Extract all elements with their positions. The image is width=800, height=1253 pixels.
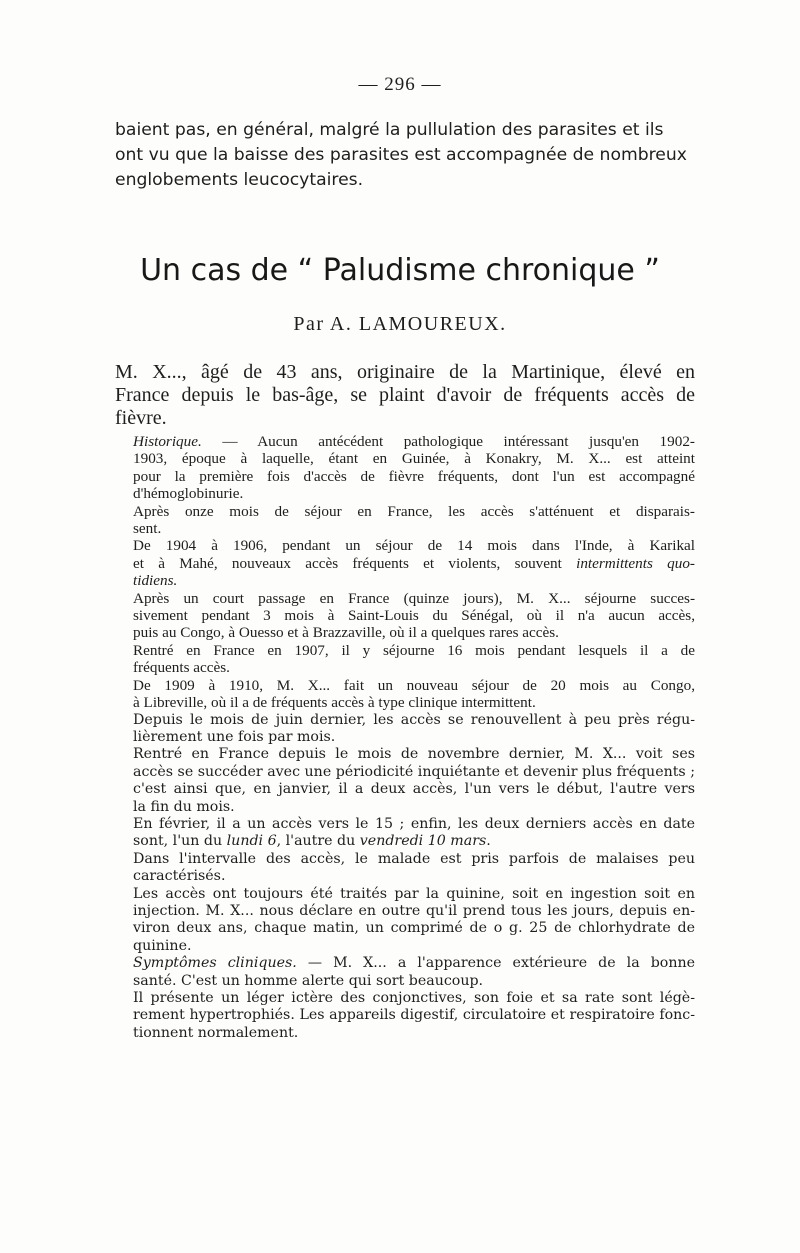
paragraph-line: sivement pendant 3 mois à Saint-Louis du Sénégal, où il n'a aucun accès, [133, 607, 695, 625]
paragraph-line: quinine. [133, 937, 192, 954]
paragraph-line: tidiens. [133, 572, 178, 590]
paragraph-line: injection. M. X... nous déclare en outre qu'il prend tous les jours, depuis en- [133, 902, 695, 919]
lead-line: fièvre. [115, 407, 167, 429]
page-number: — 296 — [358, 74, 442, 95]
article-author: Par A. LAMOUREUX. [293, 313, 507, 335]
paragraph-line: Dans l'intervalle des accès, le malade est pris parfois de malaises peu [133, 850, 695, 867]
paragraph-line: et à Mahé, nouveaux accès fréquents et violents, souvent intermittents quo- [133, 554, 695, 572]
paragraph-line: à Libreville, où il a de fréquents accès à type clinique intermittent. [133, 694, 536, 712]
paragraph-line: tionnent normalement. [133, 1024, 299, 1041]
paragraph-quinine [115, 886, 695, 956]
intro-paragraph [115, 118, 685, 193]
intro-line: ont vu que la baisse des parasites est accompagnée de nombreux [115, 145, 687, 165]
article-title: Un cas de “ Paludisme chronique ” [140, 253, 660, 288]
paragraph-juin [115, 712, 695, 747]
paragraph-line: sont, l'un du lundi 6, l'autre du vendredi 10 mars. [133, 833, 491, 850]
paragraph-1909 [115, 677, 695, 712]
paragraph-line: En février, il a un accès vers le 15 ; enfin, les deux derniers accès en date [133, 815, 695, 832]
paragraph-line: Symptômes cliniques. — M. X... a l'apparence extérieure de la bonne [133, 955, 695, 972]
paragraph-line: Historique. — Aucun antécédent pathologique intéressant jusqu'en 1902- [133, 433, 695, 450]
paragraph-line: caractérisés. [133, 868, 226, 885]
paragraph-line: Après un court passage en France (quinze jours), M. X... séjourne succes- [133, 589, 695, 607]
section-label-historique: Historique. [133, 433, 202, 450]
paragraph-line: pour la première fois d'accès de fièvre fréquents, dont l'un est accompagné [133, 467, 695, 485]
paragraph-intervalle [115, 851, 695, 886]
paragraph-line: De 1909 à 1910, M. X... fait un nouveau séjour de 20 mois au Congo, [133, 676, 695, 694]
paragraph-line: Rentré en France en 1907, il y séjourne 16 mois pendant lesquels il a de [133, 641, 695, 659]
lead-line: France depuis le bas-âge, se plaint d'avoir de fréquents accès de [115, 384, 695, 406]
paragraph-historique [115, 433, 695, 503]
paragraph-line: viron deux ans, chaque matin, un comprimé de o g. 25 de chlorhydrate de [133, 920, 695, 937]
paragraph-1907 [115, 642, 695, 677]
paragraph-line: Rentré en France depuis le mois de novembre dernier, M. X... voit ses [133, 746, 695, 763]
section-label-symptomes: Symptômes cliniques. [133, 955, 297, 972]
paragraph-line: Il présente un léger ictère des conjonctives, son foie et sa rate sont légè- [133, 990, 695, 1006]
lead-line: M. X..., âgé de 43 ans, originaire de la Martinique, élevé en [115, 361, 695, 383]
paragraph-line: c'est ainsi que, en janvier, il a deux accès, l'un vers le début, l'autre vers [133, 781, 695, 798]
paragraph-fevrier [115, 816, 695, 851]
paragraph-line: De 1904 à 1906, pendant un séjour de 14 mois dans l'Inde, à Karikal [133, 537, 695, 555]
paragraph-novembre [115, 746, 695, 816]
paragraph-symptomes [115, 955, 695, 990]
article-body [115, 433, 695, 1042]
paragraph-line: puis au Congo, à Ouesso et à Brazzaville, où il a quelques rares accès. [133, 624, 559, 642]
paragraph-line: Depuis le mois de juin dernier, les accès se renouvellent à peu près régu- [133, 711, 695, 728]
paragraph-onze-mois [115, 503, 695, 538]
intro-line: baient pas, en général, malgré la pullulation des parasites et ils [115, 120, 664, 140]
paragraph-line: Après onze mois de séjour en France, les accès s'atténuent et disparais- [133, 502, 695, 520]
paragraph-court-passage [115, 590, 695, 642]
paragraph-line: rement hypertrophiés. Les appareils digestif, circulatoire et respiratoire fonc- [133, 1007, 695, 1024]
paragraph-line: 1903, époque à laquelle, étant en Guinée, à Konakry, M. X... est atteint [133, 450, 695, 468]
paragraph-line: d'hémoglobinurie. [133, 485, 244, 503]
paragraph-line: sent. [133, 520, 162, 538]
paragraph-line: Les accès ont toujours été traités par la quinine, soit en ingestion soit en [133, 885, 695, 902]
paragraph-line: lièrement une fois par mois. [133, 728, 336, 745]
intro-line: englobements leucocytaires. [115, 170, 364, 190]
paragraph-ictere [115, 990, 695, 1042]
paragraph-line: fréquents accès. [133, 659, 230, 677]
paragraph-line: santé. C'est un homme alerte qui sort beaucoup. [133, 972, 484, 989]
paragraph-line: la fin du mois. [133, 798, 235, 815]
paragraph-line: accès se succéder avec une périodicité inquiétante et devenir plus fréquents ; [133, 763, 695, 780]
paragraph-inde [115, 537, 695, 589]
lead-paragraph [115, 361, 695, 430]
